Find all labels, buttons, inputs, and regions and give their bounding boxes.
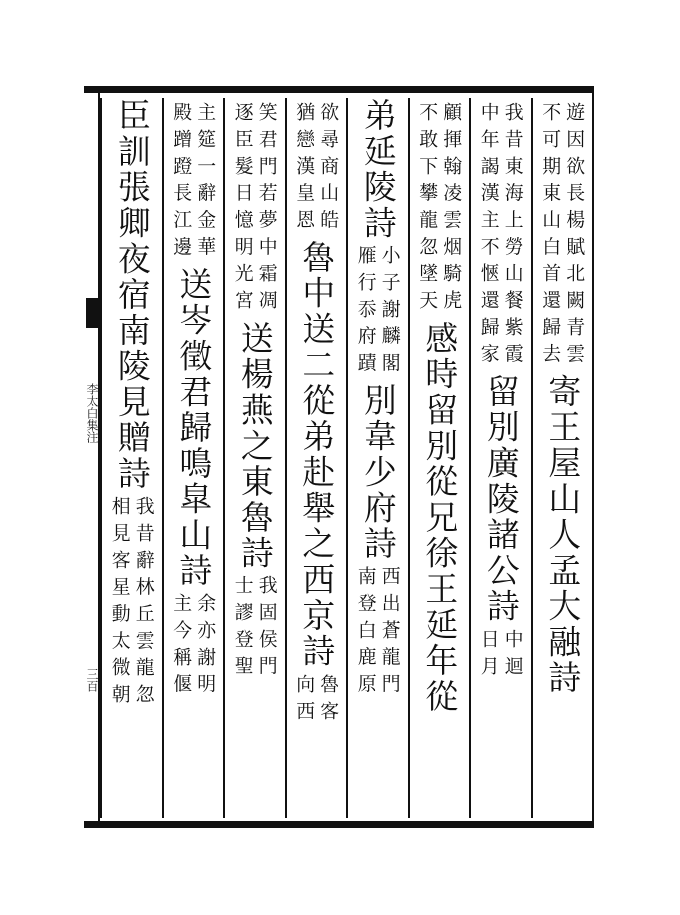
annotation-pair bbox=[477, 102, 525, 370]
small-text: 雁行忝府蹟 bbox=[354, 245, 377, 380]
annotation-pair bbox=[477, 629, 525, 683]
small-text: 欲尋商山皓 bbox=[317, 102, 340, 237]
annotation-pair bbox=[292, 674, 340, 728]
text-column bbox=[346, 98, 408, 818]
large-text: 感時留別從兄徐王延年從 bbox=[420, 320, 459, 715]
large-text: 訓張卿夜宿南陵見贈詩 bbox=[112, 133, 151, 492]
large-text: 寄王屋山人孟大融詩 bbox=[543, 374, 582, 697]
small-text: 逐臣髮日憶明光宮 bbox=[231, 102, 254, 317]
column-stack bbox=[348, 98, 408, 818]
small-text: 中迴 bbox=[501, 629, 524, 683]
annotation-pair bbox=[292, 102, 340, 236]
annotation-pair bbox=[231, 575, 279, 682]
large-text: 別韋少府詩 bbox=[358, 383, 397, 563]
annotation-pair bbox=[169, 102, 217, 263]
small-text: 顧揮翰凌雲烟騎虎 bbox=[440, 102, 463, 317]
small-text: 向西 bbox=[293, 673, 316, 728]
text-column bbox=[162, 98, 224, 818]
small-text: 相見客星動太微朝 bbox=[108, 495, 131, 711]
margin-page-number: 三百 bbox=[85, 668, 99, 692]
small-text: 不可期東山白首還歸去 bbox=[539, 102, 562, 371]
text-column bbox=[285, 98, 347, 818]
text-column bbox=[531, 98, 593, 818]
large-text: 留別廣陵諸公詩 bbox=[481, 374, 520, 626]
annotation-pair bbox=[231, 102, 279, 317]
small-text: 中年謁漢主不愜還歸家 bbox=[477, 102, 500, 371]
text-column bbox=[408, 98, 470, 818]
text-column bbox=[469, 98, 531, 818]
margin-title: 李太白集注 bbox=[85, 383, 99, 443]
small-text: 我昔辭林丘雲龍忽 bbox=[132, 495, 155, 711]
annotation-pair bbox=[108, 496, 156, 711]
column-stack bbox=[410, 98, 470, 818]
small-text: 士謬登聖 bbox=[231, 575, 254, 683]
large-text: 弟延陵詩 bbox=[358, 98, 397, 242]
small-text: 我固侯門 bbox=[255, 575, 278, 683]
large-text: 臣 bbox=[112, 98, 151, 134]
annotation-pair bbox=[354, 245, 402, 379]
small-text: 西出蒼龍門 bbox=[378, 566, 401, 701]
large-text: 送楊燕之東魯詩 bbox=[235, 320, 274, 572]
text-column bbox=[223, 98, 285, 818]
column-stack bbox=[533, 98, 593, 818]
large-text: 送岑徵君歸鳴皐山詩 bbox=[174, 267, 213, 590]
text-column bbox=[100, 98, 162, 818]
small-text: 魯客 bbox=[317, 673, 340, 728]
small-text: 笑君門若夢中霜凋 bbox=[255, 102, 278, 317]
small-text: 日月 bbox=[477, 629, 500, 683]
small-text: 遊因欲長楊賦北闕青雲 bbox=[563, 102, 586, 371]
small-text: 我昔東海上勞山餐紫霞 bbox=[501, 102, 524, 371]
small-text: 不敢下攀龍忽墜天 bbox=[416, 102, 439, 317]
small-text: 南登白鹿原 bbox=[354, 566, 377, 701]
margin-strip bbox=[84, 93, 100, 821]
column-stack bbox=[471, 98, 531, 818]
small-text: 猶戀漢皇恩 bbox=[293, 102, 316, 237]
annotation-pair bbox=[354, 566, 402, 700]
column-stack bbox=[287, 98, 347, 818]
small-text: 小子謝麟閣 bbox=[378, 245, 401, 380]
large-text: 魯中送二從弟赴舉之西京詩 bbox=[297, 240, 336, 670]
small-text: 余亦謝明 bbox=[194, 593, 217, 701]
small-text: 殿蹭蹬長江邊 bbox=[170, 102, 193, 264]
annotation-pair bbox=[169, 593, 217, 700]
small-text: 主筵一辭金華 bbox=[194, 102, 217, 264]
fishtail-mark bbox=[86, 298, 98, 328]
column-stack bbox=[102, 98, 162, 818]
small-text: 主今稱偃 bbox=[170, 593, 193, 701]
annotation-pair bbox=[538, 102, 586, 370]
column-stack bbox=[164, 98, 224, 818]
column-stack bbox=[225, 98, 285, 818]
annotation-pair bbox=[415, 102, 463, 317]
